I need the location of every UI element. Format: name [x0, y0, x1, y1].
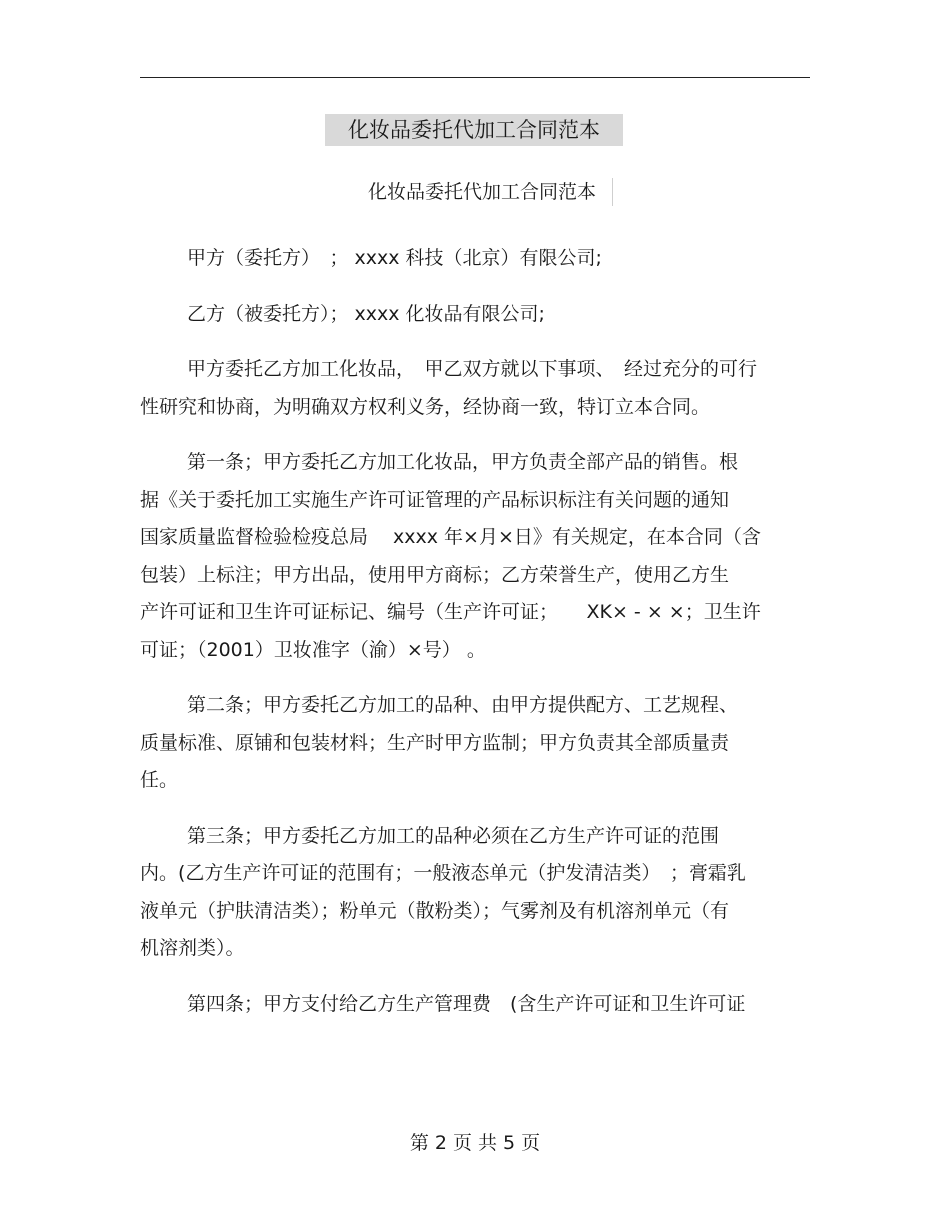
text-line: 据《关于委托加工实施生产许可证管理的产品标识标注有关问题的通知	[140, 488, 730, 511]
text-line: 第三条；甲方委托乙方加工的品种必须在乙方生产许可证的范围	[187, 824, 720, 847]
document-title: 化妆品委托代加工合同范本	[325, 114, 623, 146]
text-line: 第四条；甲方支付给乙方生产管理费 (含生产许可证和卫生许可证	[187, 992, 746, 1015]
text-line: 液单元（护肤清洁类）；粉单元（散粉类）；气雾剂及有机溶剂单元（有	[140, 899, 730, 922]
text-line: 性研究和协商，为明确双方权利义务，经协商一致，特订立本合同。	[140, 395, 711, 418]
paragraph-article-1	[140, 444, 810, 669]
text-line: 第二条；甲方委托乙方加工的品种、由甲方提供配方、工艺规程、	[187, 694, 739, 716]
paragraph-article-3	[140, 818, 810, 968]
page-number-footer: 第 2 页 共 5 页	[409, 1132, 541, 1154]
paragraph-article-2	[140, 687, 810, 800]
text-line: 可证；（2001）卫妆准字（渝）×号） 。	[140, 638, 486, 661]
paragraph-intro	[140, 351, 810, 426]
document-body	[140, 240, 810, 1041]
text-line: 乙方（被委托方）； xxxx 化妆品有限公司;	[187, 302, 545, 325]
text-line: 内。(乙方生产许可证的范围有；一般液态单元（护发清洁类） ；膏霜乳	[140, 862, 746, 884]
paragraph-party-a	[140, 240, 810, 278]
text-line: 包装）上标注；甲方出品，使用甲方商标；乙方荣誉生产，使用乙方生	[140, 563, 730, 586]
header-rule	[140, 77, 810, 78]
text-line: 机溶剂类）。	[140, 937, 245, 959]
text-line: 质量标准、原铺和包装材料；生产时甲方监制；甲方负责其全部质量责	[140, 731, 730, 754]
text-line: 国家质量监督检验检疫总局 xxxx 年×月×日》有关规定，在本合同（含	[140, 526, 761, 548]
paragraph-party-b	[140, 296, 810, 334]
paragraph-article-4	[140, 986, 810, 1024]
document-subtitle: 化妆品委托代加工合同范本	[368, 178, 613, 206]
text-line: 第一条；甲方委托乙方加工化妆品，甲方负责全部产品的销售。根	[187, 451, 739, 473]
text-line: 产许可证和卫生许可证标记、编号（生产许可证； XK× - × ×；卫生许	[140, 601, 761, 623]
text-line: 甲方委托乙方加工化妆品， 甲乙双方就以下事项、 经过充分的可行	[187, 358, 758, 380]
text-line: 甲方（委托方） ； xxxx 科技（北京）有限公司;	[187, 247, 602, 269]
text-line: 任。	[140, 769, 179, 791]
